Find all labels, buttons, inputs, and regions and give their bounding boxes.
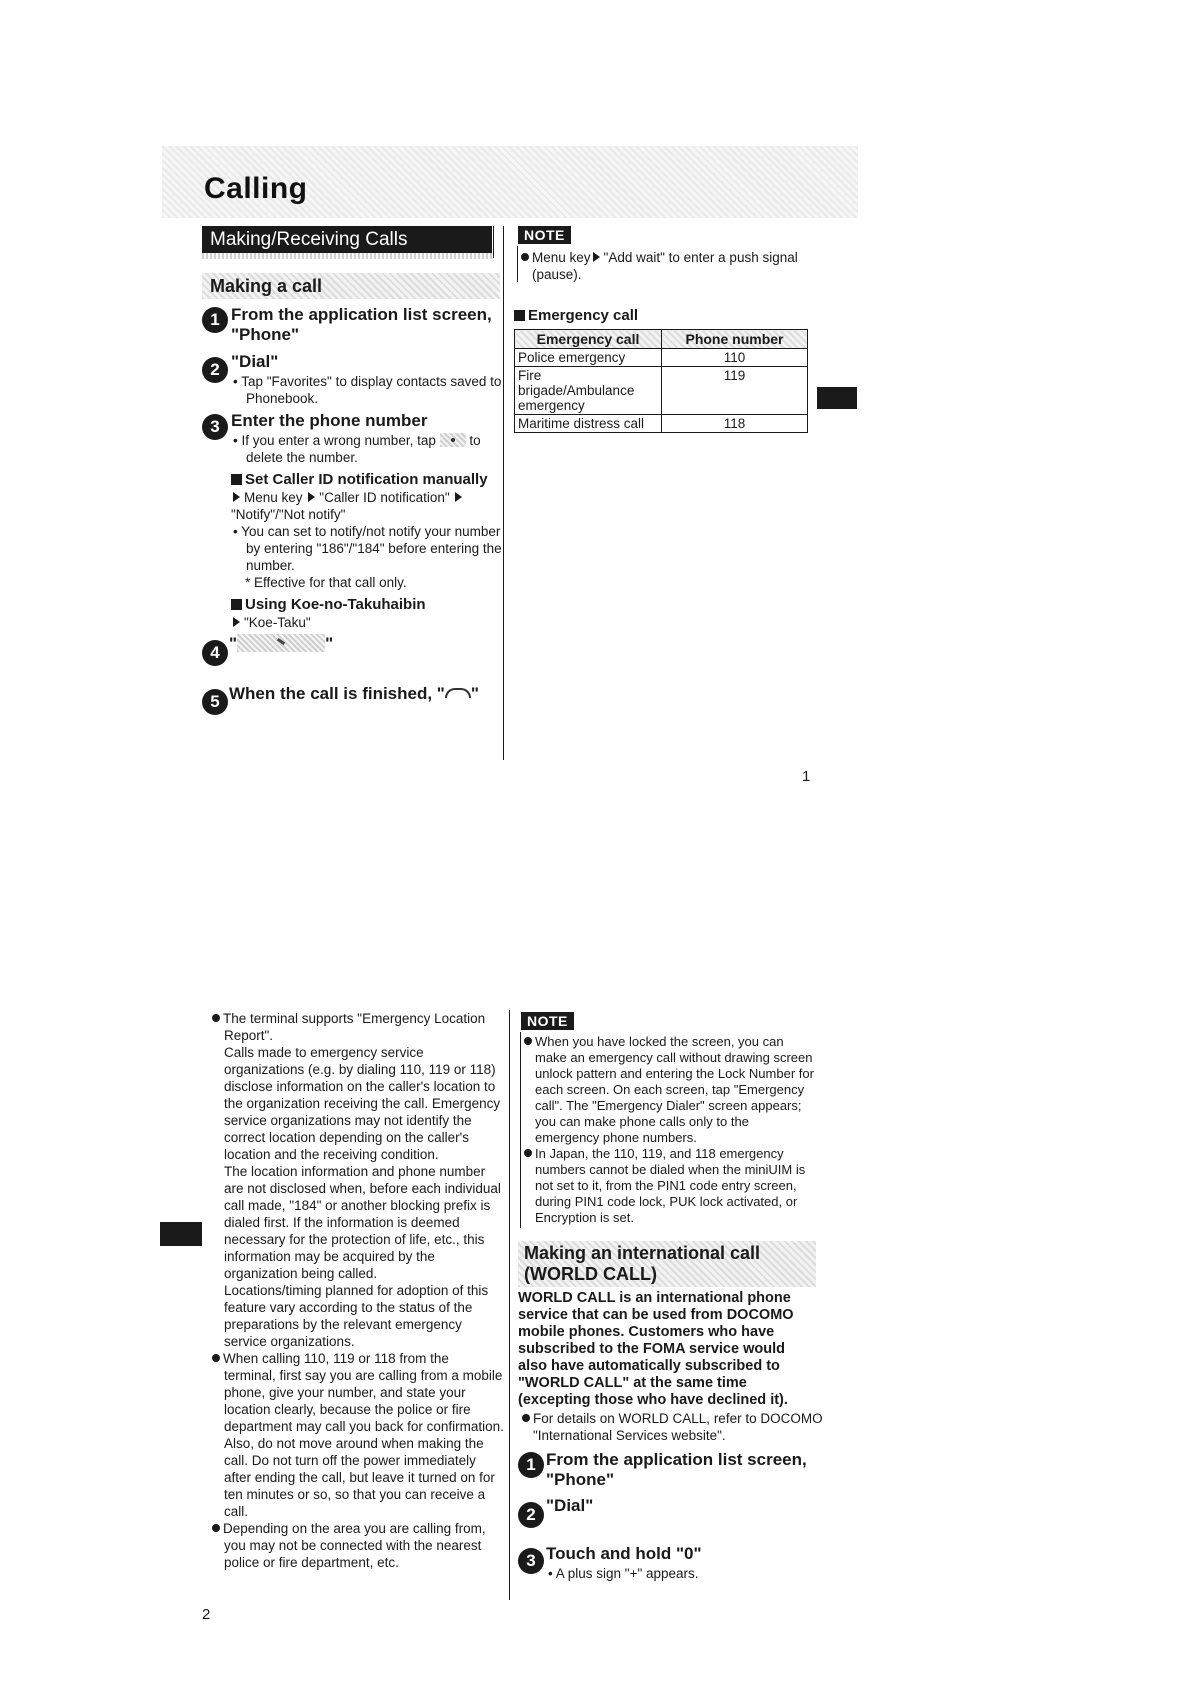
table-cell: Maritime distress call — [515, 415, 662, 433]
bullet-dot-icon — [212, 1524, 220, 1532]
call-button-icon — [237, 634, 325, 652]
table-row — [515, 349, 808, 367]
table-header: Phone number — [662, 330, 808, 349]
table-cell: 118 — [662, 415, 808, 433]
table-header: Emergency call — [515, 330, 662, 349]
step-3-bullet-pre: • If you enter a wrong number, tap — [233, 433, 436, 448]
bullet-dot-icon — [524, 1037, 532, 1045]
chapter-title: Calling — [204, 172, 308, 205]
arrow-right-icon — [593, 252, 600, 262]
list-item: When you have locked the screen, you can make an emergency call without drawing screen unlock pattern and entering the Lock Number for each screen. On each screen, tap "Emergency call". The "Emergency Dialer" screen appears; you can make phone calls only to the emergency phone numbers. — [524, 1034, 816, 1146]
step-2-number: 2 — [518, 1502, 544, 1528]
step-3-text: Touch and hold "0" — [546, 1544, 702, 1563]
page-number: 1 — [802, 768, 811, 785]
step-1-number: 1 — [202, 307, 228, 333]
step-1-number: 1 — [518, 1452, 544, 1478]
step-3-text: Enter the phone number — [231, 411, 428, 430]
caller-id-bullet: • You can set to notify/not notify your number by entering "186"/"184" before entering the number. — [233, 524, 502, 573]
bullet-dot-icon — [524, 1149, 532, 1157]
arrow-right-icon — [233, 492, 240, 502]
step-3-number: 3 — [202, 414, 228, 440]
step-2-number: 2 — [202, 357, 228, 383]
arrow-right-icon — [308, 492, 315, 502]
note-line — [517, 246, 518, 282]
list-item: Depending on the area you are calling from, you may not be connected with the nearest police or fire department, etc. — [212, 1520, 504, 1571]
column-divider — [509, 1010, 510, 1600]
table-header-row — [515, 330, 808, 349]
emergency-heading: Emergency call — [514, 307, 638, 324]
step-3-number: 3 — [518, 1548, 544, 1574]
delete-icon — [440, 433, 466, 447]
bullet-dot-icon — [522, 1414, 530, 1422]
note-badge: NOTE — [521, 1013, 574, 1031]
step-2-text: "Dial" — [546, 1496, 594, 1515]
section-shade — [202, 253, 494, 259]
column-divider — [503, 226, 504, 760]
list-item: The terminal supports "Emergency Location Report". Calls made to emergency service organizations (e.g. by dialing 110, 119 or 118) disclose information on the caller's location to the organization receiving the call. Emergency service organizations may not identify the correct location depending on the caller's location and the receiving condition. The location information and phone number are not disclosed when, before each individual call made, "184" or another blocking prefix is dialed first. If the information is deemed necessary for the protection of life, etc., this information may be acquired by the organization being called. Locations/timing planned for adoption of this feature vary according to the status of the preparations by the relevant emergency service organizations. — [212, 1010, 504, 1350]
bullet-dot-icon — [212, 1354, 220, 1362]
step-2-text: "Dial" — [231, 352, 279, 371]
step-4-text: " " — [229, 634, 334, 653]
step-2-bullet: • Tap "Favorites" to display contacts saved to Phonebook. — [233, 374, 502, 406]
step-1-text: From the application list screen, "Phone" — [546, 1450, 807, 1489]
end-call-icon — [445, 688, 471, 698]
note-line — [520, 1032, 521, 1228]
chapter-banner — [162, 146, 858, 218]
step-5-number: 5 — [202, 689, 228, 715]
caller-id-footnote: * Effective for that call only. — [245, 575, 407, 590]
section-heading: Making/Receiving Calls — [202, 226, 492, 253]
note-text: Menu key "Add wait" to enter a push signal (pause). — [521, 249, 822, 283]
emergency-table — [514, 329, 808, 433]
list-item: In Japan, the 110, 119, and 118 emergency numbers cannot be dialed when the miniUIM is not set to it, from the PIN1 code entry screen, during PIN1 code lock, PUK lock activated, or Encryption is set. — [524, 1146, 816, 1226]
koe-item: "Koe-Taku" — [231, 614, 311, 631]
table-cell: 119 — [662, 367, 808, 415]
square-bullet-icon — [514, 310, 525, 321]
thumb-index-tab — [160, 1222, 202, 1246]
square-bullet-icon — [231, 474, 242, 485]
emergency-info — [212, 1010, 504, 1571]
list-item: When calling 110, 119 or 118 from the terminal, first say you are calling from a mobile phone, give your number, and state your location clearly, because the police or fire department may call you back for confirmation. Also, do not move around when making the call. Do not turn off the power immediately after ending the call, but leave it turned on for ten minutes or so, so that you can receive a call. — [212, 1350, 504, 1520]
world-call-bullet: For details on WORLD CALL, refer to DOCOMO "International Services website". — [522, 1410, 823, 1444]
page-number: 2 — [202, 1606, 211, 1623]
table-row — [515, 415, 808, 433]
column-divider-top — [493, 226, 494, 258]
note-list — [524, 1034, 816, 1226]
step-3-bullet: • A plus sign "+" appears. — [548, 1566, 699, 1581]
subsection-heading: Making a call — [202, 273, 500, 299]
koe-heading: Using Koe-no-Takuhaibin — [231, 596, 426, 613]
step-5-text: When the call is finished, " " — [229, 684, 479, 703]
arrow-right-icon — [233, 617, 240, 627]
thumb-index-tab — [817, 387, 857, 409]
table-cell: 110 — [662, 349, 808, 367]
note-badge: NOTE — [518, 227, 571, 245]
bullet-dot-icon — [212, 1014, 220, 1022]
step-3-bullet — [233, 432, 508, 466]
step-4-number: 4 — [202, 640, 228, 666]
world-call-heading: Making an international call (WORLD CALL) — [518, 1241, 816, 1287]
step-1-text: From the application list screen, "Phone" — [231, 305, 492, 344]
square-bullet-icon — [231, 599, 242, 610]
table-cell: Police emergency — [515, 349, 662, 367]
arrow-right-icon — [455, 492, 462, 502]
bullet-dot-icon — [521, 253, 529, 261]
caller-id-menu-path: Menu key "Caller ID notification" "Notify"/"Not notify" — [231, 489, 496, 523]
caller-id-heading: Set Caller ID notification manually — [231, 471, 488, 488]
table-row — [515, 367, 808, 415]
world-call-description: WORLD CALL is an international phone service that can be used from DOCOMO mobile phones. Customers who have subscribed to the FOMA service would also have automatically subscribed to "WORLD CALL" at the same time (excepting those who have declined it). — [518, 1290, 794, 1408]
table-cell: Fire brigade/Ambulance emergency — [515, 367, 662, 415]
step-3-bullet-post: to delete the number. — [246, 433, 481, 465]
